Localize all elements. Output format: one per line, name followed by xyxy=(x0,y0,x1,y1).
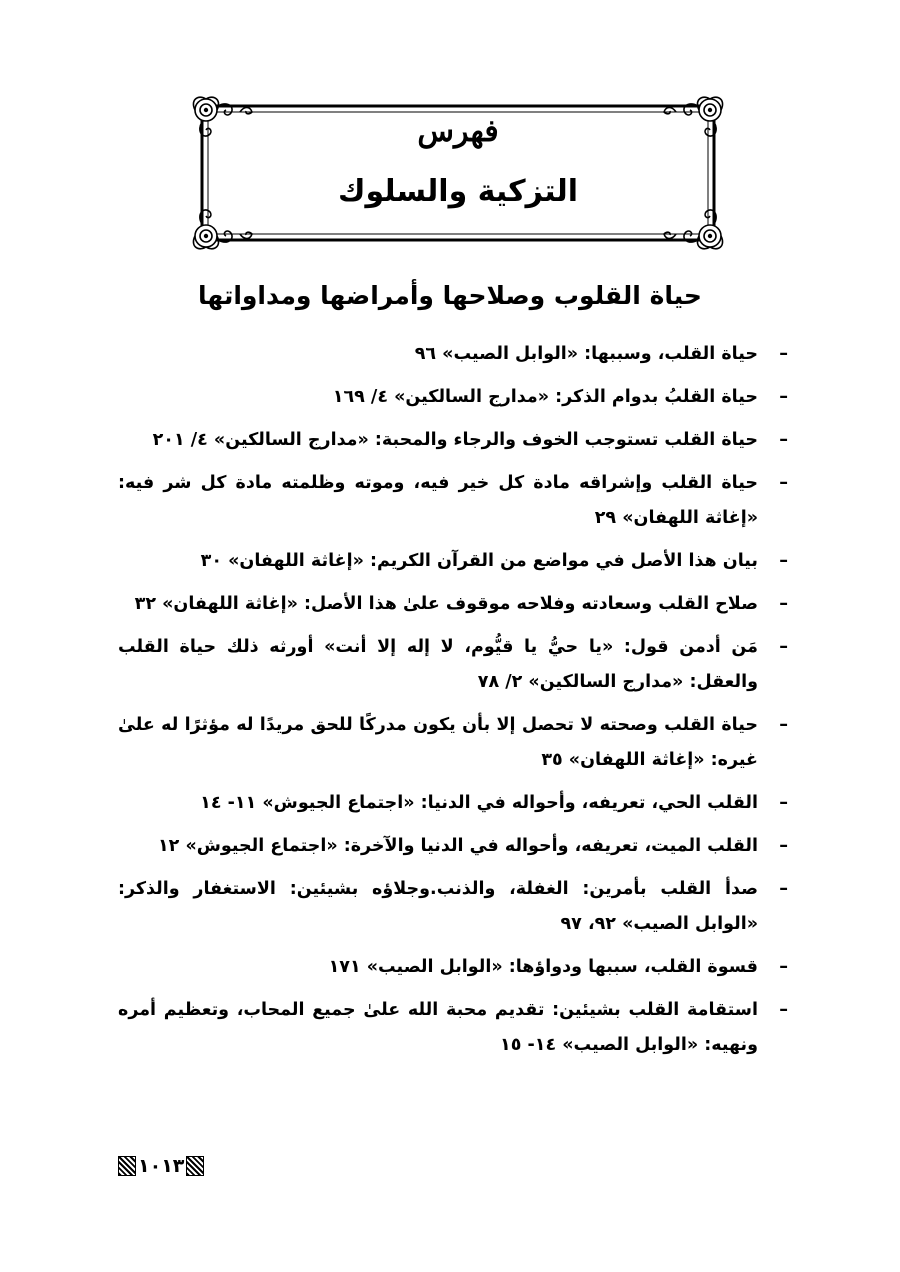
index-entry xyxy=(118,380,788,415)
entry-dash: – xyxy=(779,594,788,614)
index-entry xyxy=(118,950,788,985)
entry-text: حياة القلبُ بدوام الذكر: «مدارج السالكين» ٤/ ١٦٩ xyxy=(332,387,758,407)
index-entry xyxy=(118,630,788,700)
entry-dash: – xyxy=(779,344,788,364)
index-entry xyxy=(118,544,788,579)
index-subtitle: التزكية والسلوك xyxy=(337,174,579,209)
index-entry xyxy=(118,993,788,1063)
index-entry xyxy=(118,872,788,942)
hatched-box-icon xyxy=(186,1156,204,1176)
index-entry xyxy=(118,708,788,778)
entry-dash: – xyxy=(779,836,788,856)
entry-text: القلب الميت، تعريفه، وأحواله في الدنيا والآخرة: «اجتماع الجيوش» ١٢ xyxy=(158,836,758,856)
entry-dash: – xyxy=(779,430,788,450)
index-entry xyxy=(118,466,788,536)
entry-text: حياة القلب وإشراقه مادة كل خير فيه، وموته وظلمته مادة كل شر فيه: «إغاثة اللهفان» ٢٩ xyxy=(118,473,758,528)
entry-text: قسوة القلب، سببها ودواؤها: «الوابل الصيب» ١٧١ xyxy=(328,957,758,977)
title-frame xyxy=(188,92,728,254)
index-entry xyxy=(118,829,788,864)
index-entry xyxy=(118,587,788,622)
entry-dash: – xyxy=(779,957,788,977)
entry-dash: – xyxy=(779,551,788,571)
index-entries-list xyxy=(118,337,788,1071)
index-entry xyxy=(118,337,788,372)
entry-text: حياة القلب تستوجب الخوف والرجاء والمحبة: «مدارج السالكين» ٤/ ٢٠١ xyxy=(152,430,758,450)
entry-dash: – xyxy=(779,793,788,813)
entry-dash: – xyxy=(779,637,788,657)
page-number-text: ١٠١٣ xyxy=(138,1155,185,1177)
section-heading: حياة القلوب وصلاحها وأمراضها ومداواتها xyxy=(198,281,702,310)
index-entry xyxy=(118,423,788,458)
entry-dash: – xyxy=(779,387,788,407)
entry-dash: – xyxy=(779,1000,788,1020)
entry-text: حياة القلب، وسببها: «الوابل الصيب» ٩٦ xyxy=(414,344,758,364)
entry-text: استقامة القلب بشيئين: تقديم محبة الله علىٰ جميع المحاب، وتعظيم أمره ونهيه: «الوابل الصيب» ١٤- ١٥ xyxy=(118,1000,758,1055)
entry-dash: – xyxy=(779,715,788,735)
entry-dash: – xyxy=(779,879,788,899)
entry-text: مَن أدمن قول: «يا حيُّ يا قيُّوم، لا إله إلا أنت» أورثه ذلك حياة القلب والعقل: «مدارج السالكين» ٢/ ٧٨ xyxy=(118,637,758,692)
index-entry xyxy=(118,786,788,821)
hatched-box-icon xyxy=(118,1156,136,1176)
entry-text: حياة القلب وصحته لا تحصل إلا بأن يكون مدركًا للحق مريدًا له مؤثرًا له علىٰ غيره: «إغاثة اللهفان» ٣٥ xyxy=(118,715,758,770)
entry-dash: – xyxy=(779,473,788,493)
entry-text: القلب الحي، تعريفه، وأحواله في الدنيا: «اجتماع الجيوش» ١١- ١٤ xyxy=(200,793,758,813)
entry-text: صلاح القلب وسعادته وفلاحه موقوف علىٰ هذا الأصل: «إغاثة اللهفان» ٣٢ xyxy=(134,594,758,614)
index-title: فهرس xyxy=(417,114,499,149)
entry-text: صدأ القلب بأمرين: الغفلة، والذنب.وجلاؤه بشيئين: الاستغفار والذكر: «الوابل الصيب» ٩٢، ٩٧ xyxy=(118,879,758,934)
page-number xyxy=(118,1152,204,1180)
entry-text: بيان هذا الأصل في مواضع من القرآن الكريم: «إغاثة اللهفان» ٣٠ xyxy=(200,551,758,571)
